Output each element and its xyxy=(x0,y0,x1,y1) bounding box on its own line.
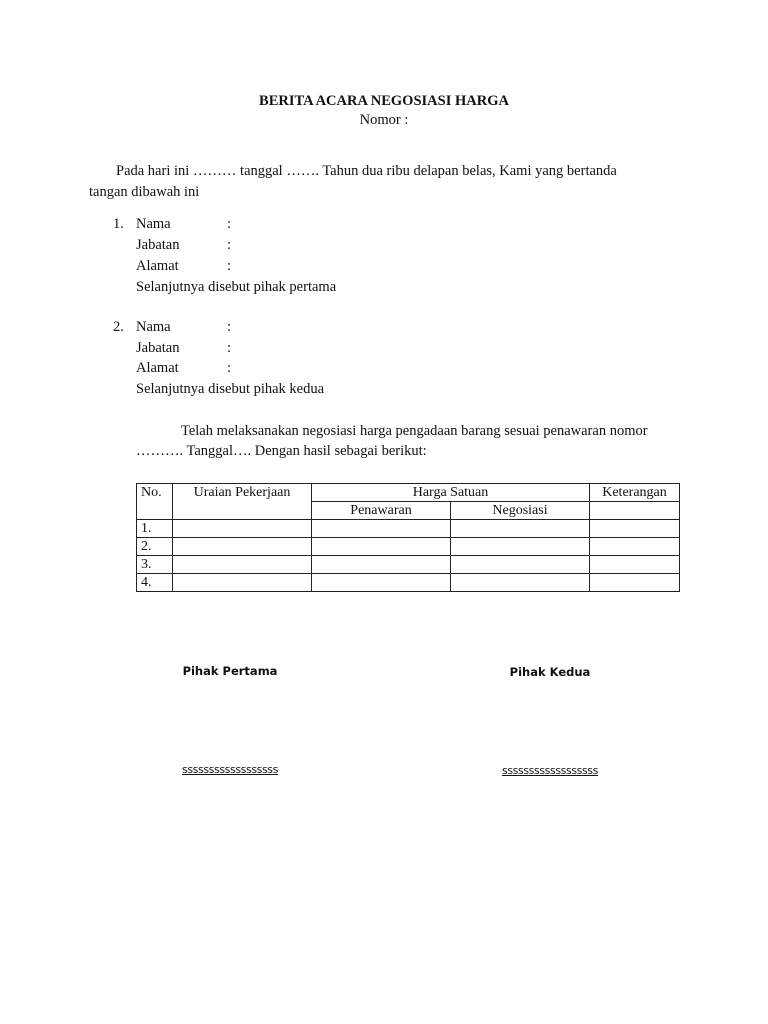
party2-alamat-label: Alamat xyxy=(136,360,179,376)
party1-alamat-colon: : xyxy=(227,258,232,274)
party2-number: 2. xyxy=(113,319,124,335)
header-uraian: Uraian Pekerjaan xyxy=(173,484,312,520)
cell-penawaran[interactable] xyxy=(312,556,451,574)
document-title: BERITA ACARA NEGOSIASI HARGA xyxy=(259,93,509,109)
signature-right-name: ssssssssssssssssss xyxy=(502,764,598,777)
party1-jabatan-colon: : xyxy=(227,237,232,253)
party1-note: Selanjutnya disebut pihak pertama xyxy=(136,279,337,295)
header-negosiasi: Negosiasi xyxy=(451,502,590,520)
party2-jabatan-label: Jabatan xyxy=(136,340,180,356)
table-row xyxy=(137,574,680,592)
party1-nama-label: Nama xyxy=(136,216,171,232)
table-row xyxy=(137,538,680,556)
cell-keterangan[interactable] xyxy=(590,556,680,574)
party1-alamat-label: Alamat xyxy=(136,258,179,274)
intro-line-1: Pada hari ini ……… tanggal ……. Tahun dua ribu delapan belas, Kami yang bertanda xyxy=(116,163,617,179)
cell-uraian[interactable] xyxy=(173,556,312,574)
header-keterangan-empty xyxy=(590,502,680,520)
signature-left-title: Pihak Pertama xyxy=(182,664,278,678)
intro-line-2: tangan dibawah ini xyxy=(89,184,200,200)
document-number: Nomor : xyxy=(359,112,409,128)
cell-keterangan[interactable] xyxy=(590,574,680,592)
cell-keterangan[interactable] xyxy=(590,520,680,538)
row-number: 1. xyxy=(137,520,173,538)
row-number: 2. xyxy=(137,538,173,556)
cell-negosiasi[interactable] xyxy=(451,574,590,592)
table-row xyxy=(137,556,680,574)
cell-uraian[interactable] xyxy=(173,538,312,556)
cell-penawaran[interactable] xyxy=(312,574,451,592)
cell-negosiasi[interactable] xyxy=(451,556,590,574)
cell-uraian[interactable] xyxy=(173,574,312,592)
header-keterangan: Keterangan xyxy=(590,484,680,502)
cell-negosiasi[interactable] xyxy=(451,520,590,538)
row-number: 4. xyxy=(137,574,173,592)
cell-negosiasi[interactable] xyxy=(451,538,590,556)
party2-note: Selanjutnya disebut pihak kedua xyxy=(136,381,325,397)
cell-penawaran[interactable] xyxy=(312,538,451,556)
party2-jabatan-colon: : xyxy=(227,340,232,356)
cell-uraian[interactable] xyxy=(173,520,312,538)
party1-number: 1. xyxy=(113,216,124,232)
party2-nama-label: Nama xyxy=(136,319,171,335)
paragraph2-line-2: ………. Tanggal…. Dengan hasil sebagai berikut: xyxy=(136,443,427,459)
party2-alamat-colon: : xyxy=(227,360,232,376)
signature-right-title: Pihak Kedua xyxy=(509,665,591,679)
row-number: 3. xyxy=(137,556,173,574)
cell-penawaran[interactable] xyxy=(312,520,451,538)
party1-nama-colon: : xyxy=(227,216,232,232)
cell-keterangan[interactable] xyxy=(590,538,680,556)
table-row xyxy=(137,520,680,538)
header-no: No. xyxy=(137,484,173,520)
signature-left-name: ssssssssssssssssss xyxy=(182,763,278,776)
header-harga-satuan: Harga Satuan xyxy=(312,484,590,502)
header-penawaran: Penawaran xyxy=(312,502,451,520)
party1-jabatan-label: Jabatan xyxy=(136,237,180,253)
table-header-row xyxy=(137,484,680,502)
paragraph2-line-1: Telah melaksanakan negosiasi harga pengadaan barang sesuai penawaran nomor xyxy=(181,423,648,439)
party2-nama-colon: : xyxy=(227,319,232,335)
price-table xyxy=(136,483,680,592)
